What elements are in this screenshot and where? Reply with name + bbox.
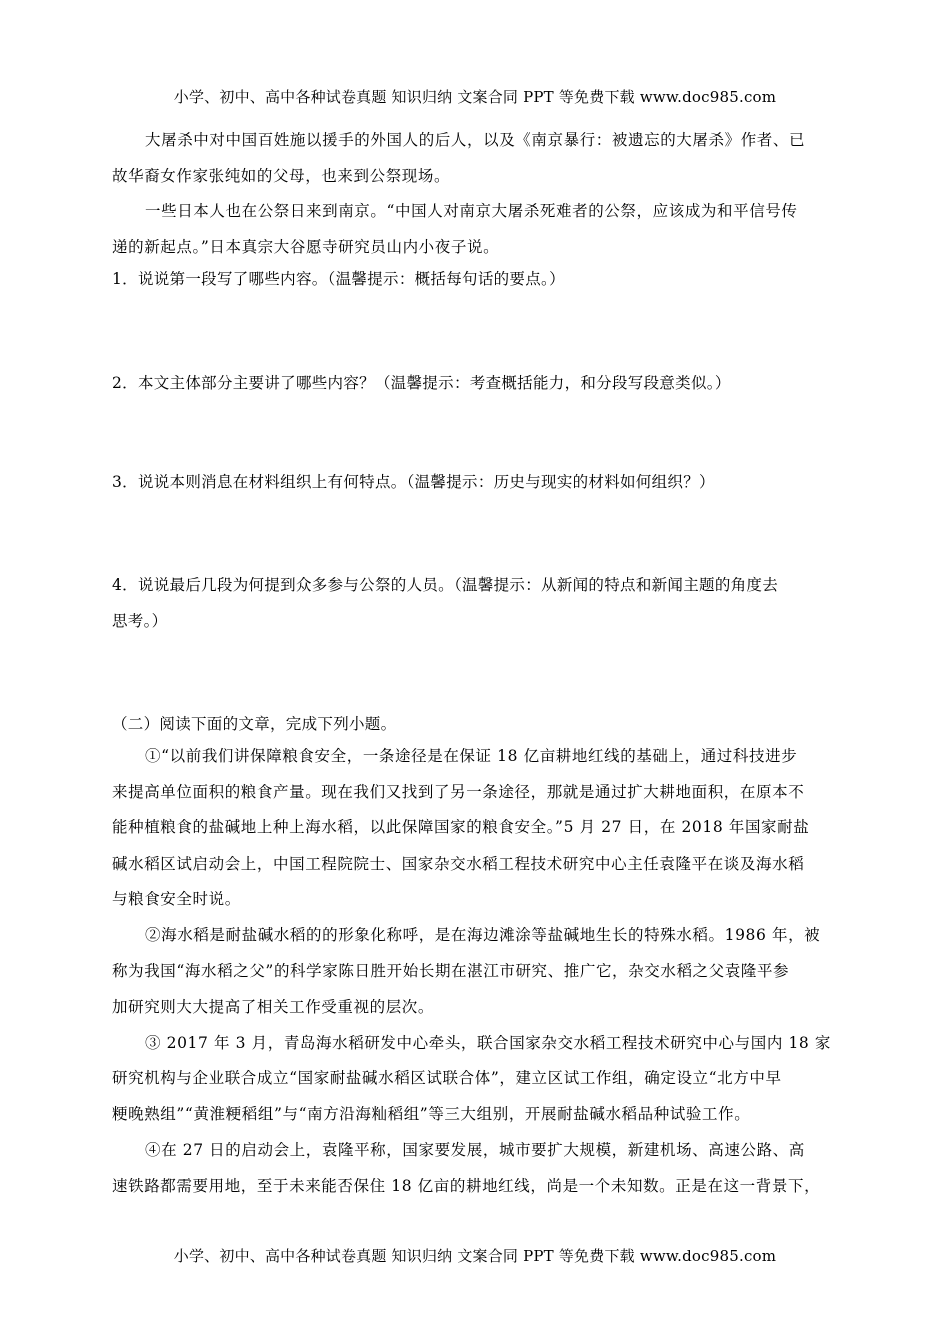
- passage-line: 递的新起点。”日本真宗大谷愿寺研究员山内小夜子说。: [112, 238, 500, 256]
- page-footer: 小学、初中、高中各种试卷真题 知识归纳 文案合同 PPT 等免费下载 www.doc985.com: [173, 1247, 777, 1265]
- question-3: 3．说说本则消息在材料组织上有何特点。（温馨提示：历史与现实的材料如何组织？）: [112, 473, 715, 491]
- article-line: 来提高单位面积的粮食产量。现在我们又找到了另一条途径，那就是通过扩大耕地面积，在原本不: [112, 783, 805, 801]
- article-line: 能种植粮食的盐碱地上种上海水稻，以此保障国家的粮食安全。”5 月 27 日，在 2018 年国家耐盐: [112, 818, 810, 836]
- article-line: ③ 2017 年 3 月，青岛海水稻研发中心牵头，联合国家杂交水稻工程技术研究中心与国内 18 家: [145, 1034, 831, 1052]
- section-heading: （二）阅读下面的文章，完成下列小题。: [112, 715, 397, 733]
- article-line: 碱水稻区试启动会上，中国工程院院士、国家杂交水稻工程技术研究中心主任袁隆平在谈及海水稻: [112, 855, 805, 873]
- article-line: 速铁路都需要用地，至于未来能否保住 18 亿亩的耕地红线，尚是一个未知数。正是在这一背景下，: [112, 1177, 821, 1195]
- article-line: ②海水稻是耐盐碱水稻的的形象化称呼，是在海边滩涂等盐碱地生长的特殊水稻。1986 年，被: [145, 926, 821, 944]
- question-4: 4．说说最后几段为何提到众多参与公祭的人员。（温馨提示：从新闻的特点和新闻主题的角度去: [112, 576, 779, 594]
- page-header: 小学、初中、高中各种试卷真题 知识归纳 文案合同 PPT 等免费下载 www.doc985.com: [173, 88, 777, 106]
- question-1: 1．说说第一段写了哪些内容。（温馨提示：概括每句话的要点。）: [112, 270, 565, 288]
- article-line: 与粮食安全时说。: [112, 890, 241, 908]
- article-line: ④在 27 日的启动会上，袁隆平称，国家要发展，城市要扩大规模，新建机场、高速公路、高: [145, 1141, 805, 1159]
- passage-line: 大屠杀中对中国百姓施以援手的外国人的后人，以及《南京暴行：被遗忘的大屠杀》作者、已: [145, 131, 806, 149]
- passage-line: 一些日本人也在公祭日来到南京。“中国人对南京大屠杀死难者的公祭，应该成为和平信号传: [145, 202, 798, 220]
- article-line: 粳晚熟组”“黄淮粳稻组”与“南方沿海籼稻组”等三大组别，开展耐盐碱水稻品种试验工作。: [112, 1105, 751, 1123]
- article-line: 称为我国“海水稻之父”的科学家陈日胜开始长期在湛江市研究、推广它，杂交水稻之父袁隆平参: [112, 962, 790, 980]
- article-line: ①“以前我们讲保障粮食安全，一条途径是在保证 18 亿亩耕地红线的基础上，通过科技进步: [145, 747, 798, 765]
- question-2: 2．本文主体部分主要讲了哪些内容？（温馨提示：考查概括能力，和分段写段意类似。）: [112, 374, 731, 392]
- article-line: 研究机构与企业联合成立“国家耐盐碱水稻区试联合体”，建立区试工作组，确定设立“北方中早: [112, 1069, 782, 1087]
- article-line: 加研究则大大提高了相关工作受重视的层次。: [112, 998, 435, 1016]
- question-4-cont: 思考。）: [112, 612, 168, 630]
- passage-line: 故华裔女作家张纯如的父母，也来到公祭现场。: [112, 167, 451, 185]
